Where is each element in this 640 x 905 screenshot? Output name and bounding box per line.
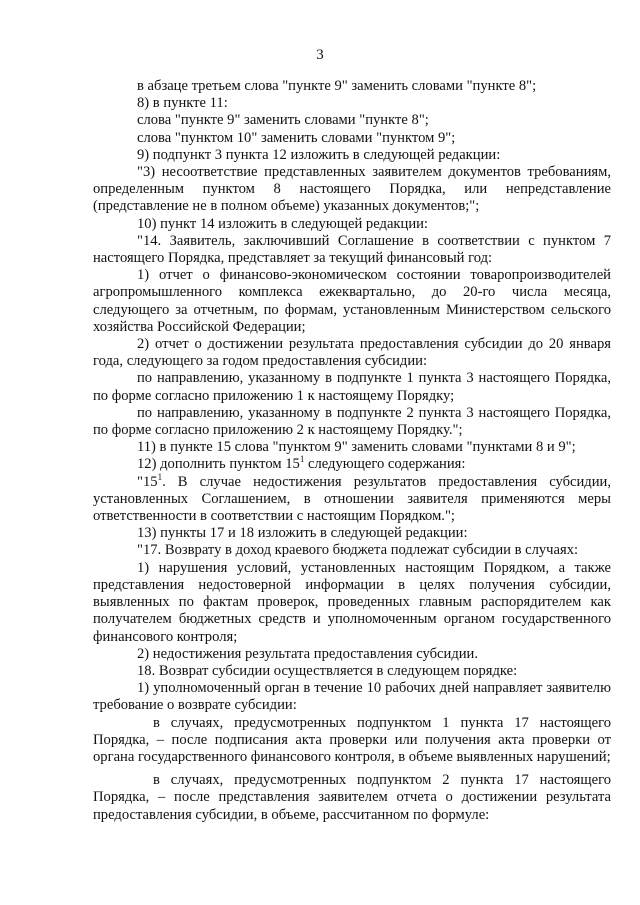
superscript: 1 [157, 471, 163, 482]
paragraph-text: по направлению, указанному в подпункте 2 пункта 3 настоящего Порядка, по форме согласно приложению 2 к настоящему Порядку."; [93, 404, 611, 439]
paragraph-p04 [93, 130, 611, 147]
paragraph-p16 [93, 525, 611, 542]
paragraph-p12 [93, 405, 611, 439]
paragraph-text: слова "пункте 9" заменить словами "пункте 8"; [137, 112, 429, 129]
paragraph-p15 [93, 471, 611, 526]
paragraph-p23 [93, 772, 611, 824]
paragraph-p03 [93, 112, 611, 129]
paragraph-text: 13) пункты 17 и 18 изложить в следующей редакции: [137, 525, 468, 542]
paragraph-text-continued: . В случае недостижения результатов предоставления субсидии, установленных Соглашением, в отношении заявителя применяются меры ответственности в соответствии с настоящим Порядком."; [93, 473, 611, 525]
document-body [93, 78, 611, 824]
paragraph-text: в случаях, предусмотренных подпунктом 1 пункта 17 настоящего Порядка, – после подписания акта проверки или получения акта проверки от органа государственного финансового контроля, в объеме выявленных нарушений; [93, 714, 611, 765]
paragraph-text: 8) в пункте 11: [137, 95, 228, 112]
paragraph-text: 11) в пункте 15 слова "пунктом 9" заменить словами "пунктами 8 и 9"; [137, 439, 576, 456]
paragraph-text: 1) уполномоченный орган в течение 10 рабочих дней направляет заявителю требование о возврате субсидии: [93, 680, 611, 714]
paragraph-text: 9) подпункт 3 пункта 12 изложить в следующей редакции: [137, 146, 501, 163]
paragraph-p17 [93, 542, 611, 559]
paragraph-p05 [93, 147, 611, 164]
paragraph-p01 [93, 78, 611, 95]
paragraph-text: 12) дополнить пунктом 15 [137, 456, 300, 473]
paragraph-p08 [93, 233, 611, 267]
paragraph-p20 [93, 663, 611, 680]
paragraph-p18 [93, 560, 611, 646]
paragraph-p22 [93, 715, 611, 767]
paragraph-text: в абзаце третьем слова "пункте 9" заменить словами "пункте 8"; [137, 78, 537, 94]
paragraph-text: "17. Возврату в доход краевого бюджета подлежат субсидии в случаях: [137, 542, 579, 559]
paragraph-text: 18. Возврат субсидии осуществляется в следующем порядке: [137, 662, 518, 679]
paragraph-text: 2) недостижения результата предоставления субсидии. [137, 645, 479, 662]
paragraph-p13 [93, 439, 611, 456]
paragraph-p07 [93, 216, 611, 233]
paragraph-p06 [93, 164, 611, 216]
paragraph-p14 [93, 456, 611, 473]
paragraph-p19 [93, 646, 611, 663]
paragraph-text: 1) отчет о финансово-экономическом состоянии товаропроизводителей агропромышленного комплекса ежеквартально, до 20-го числа месяца, следующего за отчетным, по формам, установленным Министерством сельского хозяйства Российской Федерации; [93, 267, 611, 335]
paragraph-text: по направлению, указанному в подпункте 1 пункта 3 настоящего Порядка, по форме согласно приложению 1 к настоящему Порядку; [93, 370, 611, 404]
paragraph-p09 [93, 267, 611, 336]
paragraph-p02 [93, 95, 611, 112]
paragraph-text: в случаях, предусмотренных подпунктом 2 пункта 17 настоящего Порядка, – после представления заявителем отчета о достижении результата предоставления субсидии, в объеме, рассчитанном по формуле: [93, 772, 611, 823]
paragraph-text: "15 [137, 473, 158, 490]
superscript: 1 [299, 454, 305, 465]
paragraph-text-continued: следующего содержания: [304, 456, 466, 473]
paragraph-p11 [93, 370, 611, 404]
paragraph-text: "14. Заявитель, заключивший Соглашение в соответствии с пунктом 7 настоящего Порядка, представляет за текущий финансовый год: [93, 232, 611, 267]
page-number: 3 [316, 47, 324, 63]
paragraph-p21 [93, 680, 611, 714]
paragraph-text: "3) несоответствие представленных заявителем документов требованиям, определенным пунктом 8 настоящего Порядка, или непредставление (представление не в полном объеме) указанных документов;"; [93, 164, 611, 215]
paragraph-p10 [93, 336, 611, 370]
paragraph-text: слова "пунктом 10" заменить словами "пунктом 9"; [137, 129, 456, 146]
paragraph-text: 10) пункт 14 изложить в следующей редакции: [137, 215, 428, 232]
paragraph-text: 2) отчет о достижении результата предоставления субсидии до 20 января года, следующего за годом предоставления субсидии: [93, 336, 611, 370]
paragraph-text: 1) нарушения условий, установленных настоящим Порядком, а также представления недостоверной информации в целях получения субсидии, выявленных по фактам проверок, проведенных главным распорядителем как получателем бюджетных средств и уполномоченным органом государственного финансового контроля; [93, 559, 611, 645]
